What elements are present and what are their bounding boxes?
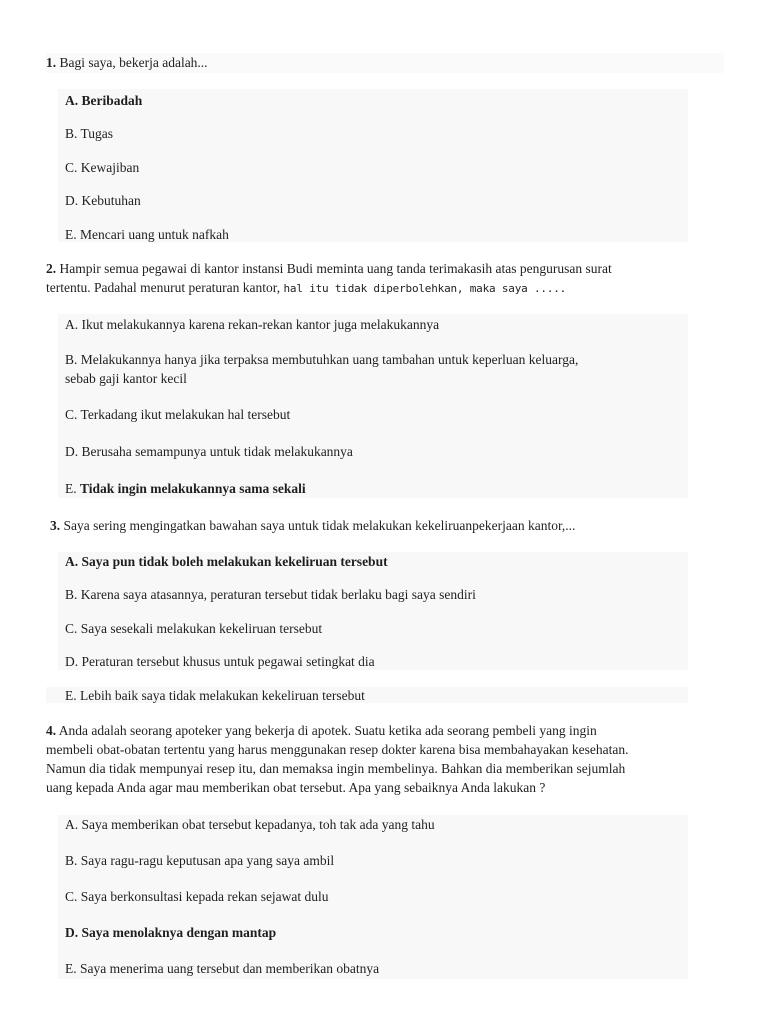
option-d[interactable]: D. Saya menolaknya dengan mantap — [65, 925, 277, 940]
option-c[interactable]: C. Terkadang ikut melakukan hal tersebut — [65, 407, 291, 422]
options-question-4 — [58, 815, 688, 979]
option-a[interactable]: A. Saya memberikan obat tersebut kepadanya, toh tak ada yang tahu — [65, 817, 435, 832]
option-e[interactable]: E. Saya menerima uang tersebut dan memberikan obatnya — [65, 961, 380, 976]
option-e[interactable]: E. Lebih baik saya tidak melakukan kekeliruan tersebut — [65, 688, 365, 703]
question-1 — [46, 53, 724, 73]
option-c[interactable]: C. Kewajiban — [65, 160, 140, 175]
option-e[interactable] — [65, 479, 675, 498]
option-b[interactable]: B. Karena saya atasannya, peraturan tersebut tidak berlaku bagi saya sendiri — [65, 587, 476, 602]
options-question-3-e — [46, 687, 688, 703]
question-text: tertentu. Padahal menurut peraturan kantor, — [46, 280, 284, 295]
question-number: 4. — [46, 723, 57, 738]
option-b-line-2: sebab gaji kantor kecil — [65, 371, 187, 386]
question-number: 2. — [46, 261, 57, 276]
question-text-line-2: membeli obat-obatan tertentu yang harus menggunakan resep dokter karena bisa membahayakan kesehatan. — [46, 742, 629, 757]
options-question-1 — [58, 89, 688, 242]
question-text: Bagi saya, bekerja adalah... — [59, 55, 208, 70]
option-e[interactable]: E. Mencari uang untuk nafkah — [65, 227, 229, 242]
options-question-2 — [58, 314, 688, 498]
option-a[interactable]: A. Ikut melakukannya karena rekan-rekan kantor juga melakukannya — [65, 317, 440, 332]
option-b[interactable]: B. Saya ragu-ragu keputusan apa yang saya ambil — [65, 853, 335, 868]
option-d[interactable]: D. Kebutuhan — [65, 193, 141, 208]
question-text-line-1: Anda adalah seorang apoteker yang bekerja di apotek. Suatu ketika ada seorang pembeli yang ingin — [58, 723, 597, 738]
option-letter: E. — [65, 481, 77, 496]
question-number: 3. — [50, 518, 61, 533]
options-question-3 — [58, 552, 688, 670]
question-3 — [50, 516, 730, 535]
option-text: Tidak ingin melakukannya sama sekali — [80, 481, 306, 496]
question-text-line-4: uang kepada Anda agar mau memberikan obat tersebut. Apa yang sebaiknya Anda lakukan ? — [46, 780, 546, 795]
question-4 — [46, 721, 726, 797]
question-text-line-3: Namun dia tidak mempunyai resep itu, dan memaksa ingin membelinya. Bahkan dia memberikan sejumlah — [46, 761, 626, 776]
question-text-mono: hal itu tidak diperbolehkan, maka saya ..... — [283, 282, 567, 295]
question-number: 1. — [46, 55, 57, 70]
question-text: Saya sering mengingatkan bawahan saya untuk tidak melakukan kekeliruanpekerjaan kantor,... — [63, 518, 576, 533]
option-b[interactable]: B. Tugas — [65, 126, 114, 141]
option-a[interactable]: A. Saya pun tidak boleh melakukan kekeliruan tersebut — [65, 554, 388, 569]
option-c[interactable]: C. Saya sesekali melakukan kekeliruan tersebut — [65, 621, 323, 636]
option-d[interactable]: D. Peraturan tersebut khusus untuk pegawai setingkat dia — [65, 654, 375, 669]
option-b-line-1: B. Melakukannya hanya jika terpaksa membutuhkan uang tambahan untuk keperluan keluarga, — [65, 352, 579, 367]
option-c[interactable]: C. Saya berkonsultasi kepada rekan sejawat dulu — [65, 889, 329, 904]
option-d[interactable]: D. Berusaha semampunya untuk tidak melakukannya — [65, 444, 353, 459]
option-b[interactable] — [65, 350, 675, 388]
question-2 — [46, 259, 726, 298]
option-a[interactable]: A. Beribadah — [65, 93, 143, 108]
question-text: Hampir semua pegawai di kantor instansi Budi meminta uang tanda terimakasih atas pengurusan surat — [59, 261, 612, 276]
